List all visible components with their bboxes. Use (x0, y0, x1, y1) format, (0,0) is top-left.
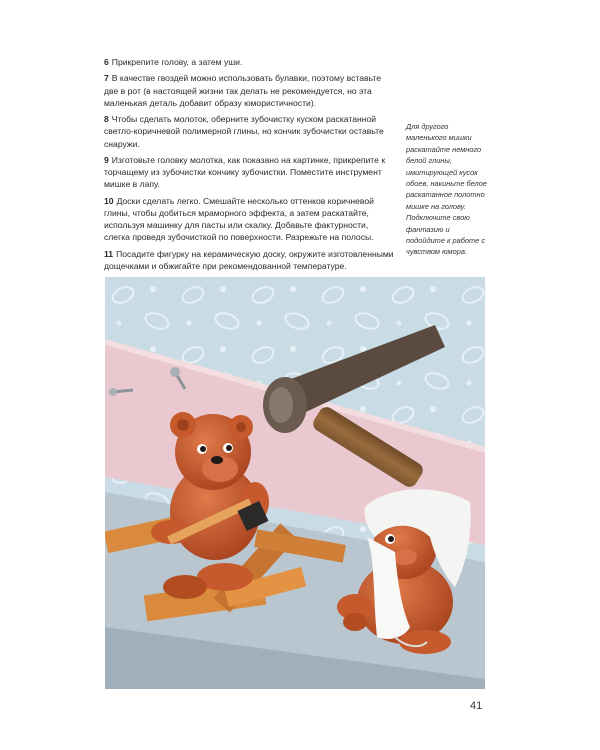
step-number: 8 (104, 114, 109, 125)
step-number: 6 (104, 57, 109, 67)
step-number: 11 (104, 248, 114, 259)
step-8 (104, 113, 396, 150)
step-text: Посадите фигурку на керамическую доску, окружите изготовленными дощечками и обжигайте при рекомендованной температуре. (104, 248, 394, 271)
step-7 (104, 72, 396, 109)
step-number: 10 (104, 195, 114, 206)
step-9 (104, 154, 396, 191)
step-10 (104, 195, 396, 244)
step-text: Чтобы сделать молоток, оберните зубочистку куском раскатанной светло-коричневой полимерной глины, но кончик зубочистки оставьте снаружи. (104, 114, 384, 149)
clay-bears-photo (105, 277, 485, 689)
step-6 (104, 56, 396, 68)
page-number: 41 (470, 700, 483, 712)
step-text: Доски сделать легко. Смешайте несколько оттенков коричневой глины, чтобы добиться мраморного эффекта, а затем раскатайте, используя машинку для пасты или скалку. Добавьте фактурности, слегка проведя зубочисткой по поверхности. Разрежьте на полосы. (104, 195, 374, 243)
step-11 (104, 248, 396, 272)
step-text: Изготовьте головку молотка, как показано на картинке, прикрепите к торчащему из зубочистки кончику зубочистки. Поместите инструмент мишке в лапу. (104, 154, 386, 190)
step-text: Прикрепите голову, а затем уши. (111, 57, 243, 67)
step-text: В качестве гвоздей можно использовать булавки, поэтому вставьте две в рот (в настоящей жизни так делать не рекомендуется, но эта маленькая деталь добавит образу юмористичности). (104, 73, 382, 108)
step-number: 7 (104, 73, 109, 84)
side-note: Для другого маленького мишки раскатайте немного белой глины, имитирующей кусок обоев, накиньте белое раскатанное полотно мишке на голову. Подключите свою фантазию и подойдите к работе с чувством юмора. (406, 122, 487, 257)
instruction-steps (104, 56, 396, 276)
step-number: 9 (104, 154, 109, 165)
